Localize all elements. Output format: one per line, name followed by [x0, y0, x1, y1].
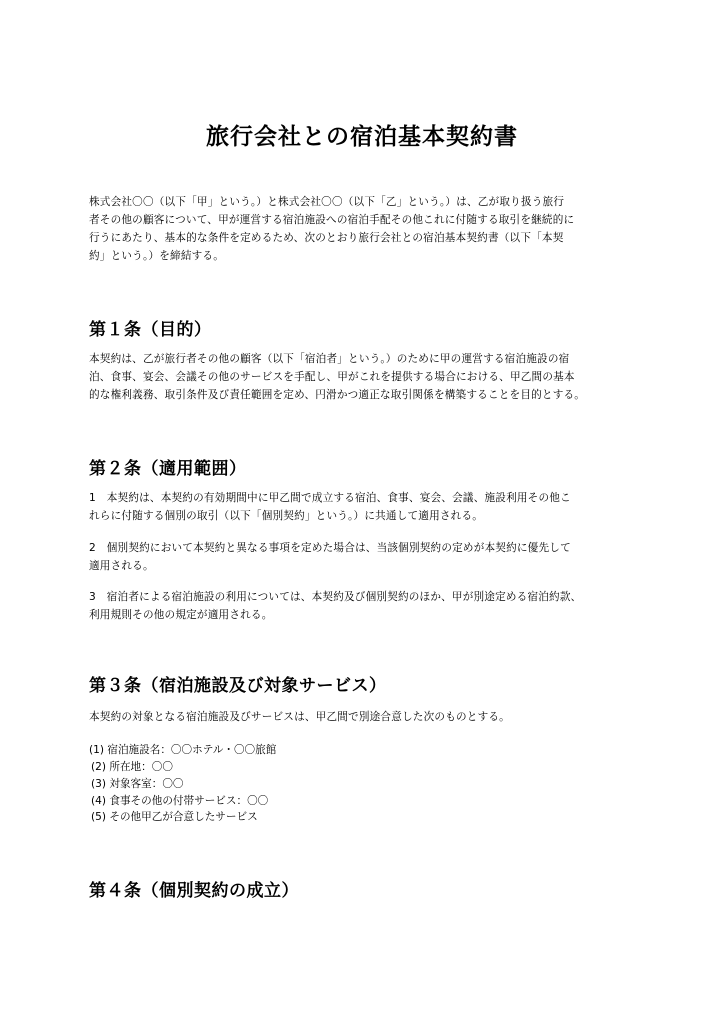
- article-2-clause-1: [89, 489, 649, 525]
- preamble-line: 者その他の顧客について、甲が運営する宿泊施設への宿泊手配その他これに付随する取引を継続的に: [89, 214, 575, 226]
- list-item: (4) 食事その他の付帯サービス：〇〇: [91, 795, 269, 807]
- article-2-clause-2-line: 2 個別契約において本契約と異なる事項を定めた場合は、当該個別契約の定めが本契約に優先して: [89, 542, 571, 554]
- document-title: 旅行会社との宿泊基本契約書: [206, 124, 518, 150]
- preamble-line: 約」という。）を締結する。: [89, 250, 225, 262]
- article-2-clause-1-line: 1 本契約は、本契約の有効期間中に甲乙間で成立する宿泊、食事、宴会、会議、施設利用その他こ: [89, 492, 571, 504]
- preamble-paragraph: [89, 193, 649, 265]
- article-2-clause-2-line: 適用される。: [89, 560, 154, 572]
- article-1-line: 本契約は、乙が旅行者その他の顧客（以下「宿泊者」という。）のために甲の運営する宿泊施設の宿: [89, 353, 570, 365]
- article-2-clause-3: [89, 588, 649, 624]
- list-item: (3) 対象客室：〇〇: [91, 778, 184, 790]
- article-2-clause-2: [89, 539, 649, 575]
- article-1-line: 泊、食事、宴会、会議その他のサービスを手配し、甲がこれを提供する場合における、甲乙間の基本: [89, 371, 575, 383]
- article-2-clause-3-line: 3 宿泊者による宿泊施設の利用については、本契約及び個別契約のほか、甲が別途定める宿泊約款、: [89, 591, 582, 603]
- list-item: (5) その他甲乙が合意したサービス: [91, 811, 258, 823]
- article-3-intro: 本契約の対象となる宿泊施設及びサービスは、甲乙間で別途合意した次のものとする。: [89, 711, 510, 723]
- article-2-clause-1-line: れらに付随する個別の取引（以下「個別契約」という。）に共通して適用される。: [89, 510, 484, 522]
- article-1-line: 的な権利義務、取引条件及び責任範囲を定め、円滑かつ適正な取引関係を構築することを目的とする。: [89, 389, 586, 401]
- article-2-clause-3-line: 利用規則その他の規定が適用される。: [89, 609, 273, 621]
- preamble-line: 行うにあたり、基本的な条件を定めるため、次のとおり旅行会社との宿泊基本契約書（以下「本契: [89, 232, 564, 244]
- article-1-paragraph: [89, 350, 649, 404]
- list-item: (1) 宿泊施設名：〇〇ホテル・〇〇旅館: [89, 744, 277, 756]
- article-2-heading: 第２条（適用範囲）: [89, 459, 247, 479]
- article-1-heading: 第１条（目的）: [89, 320, 212, 340]
- list-item: (2) 所在地：〇〇: [91, 761, 173, 773]
- article-4-heading: 第４条（個別契約の成立）: [89, 881, 299, 901]
- preamble-line: 株式会社〇〇（以下「甲」という。）と株式会社〇〇（以下「乙」という。）は、乙が取り扱う旅行: [89, 196, 565, 208]
- article-3-heading: 第３条（宿泊施設及び対象サービス）: [89, 676, 387, 696]
